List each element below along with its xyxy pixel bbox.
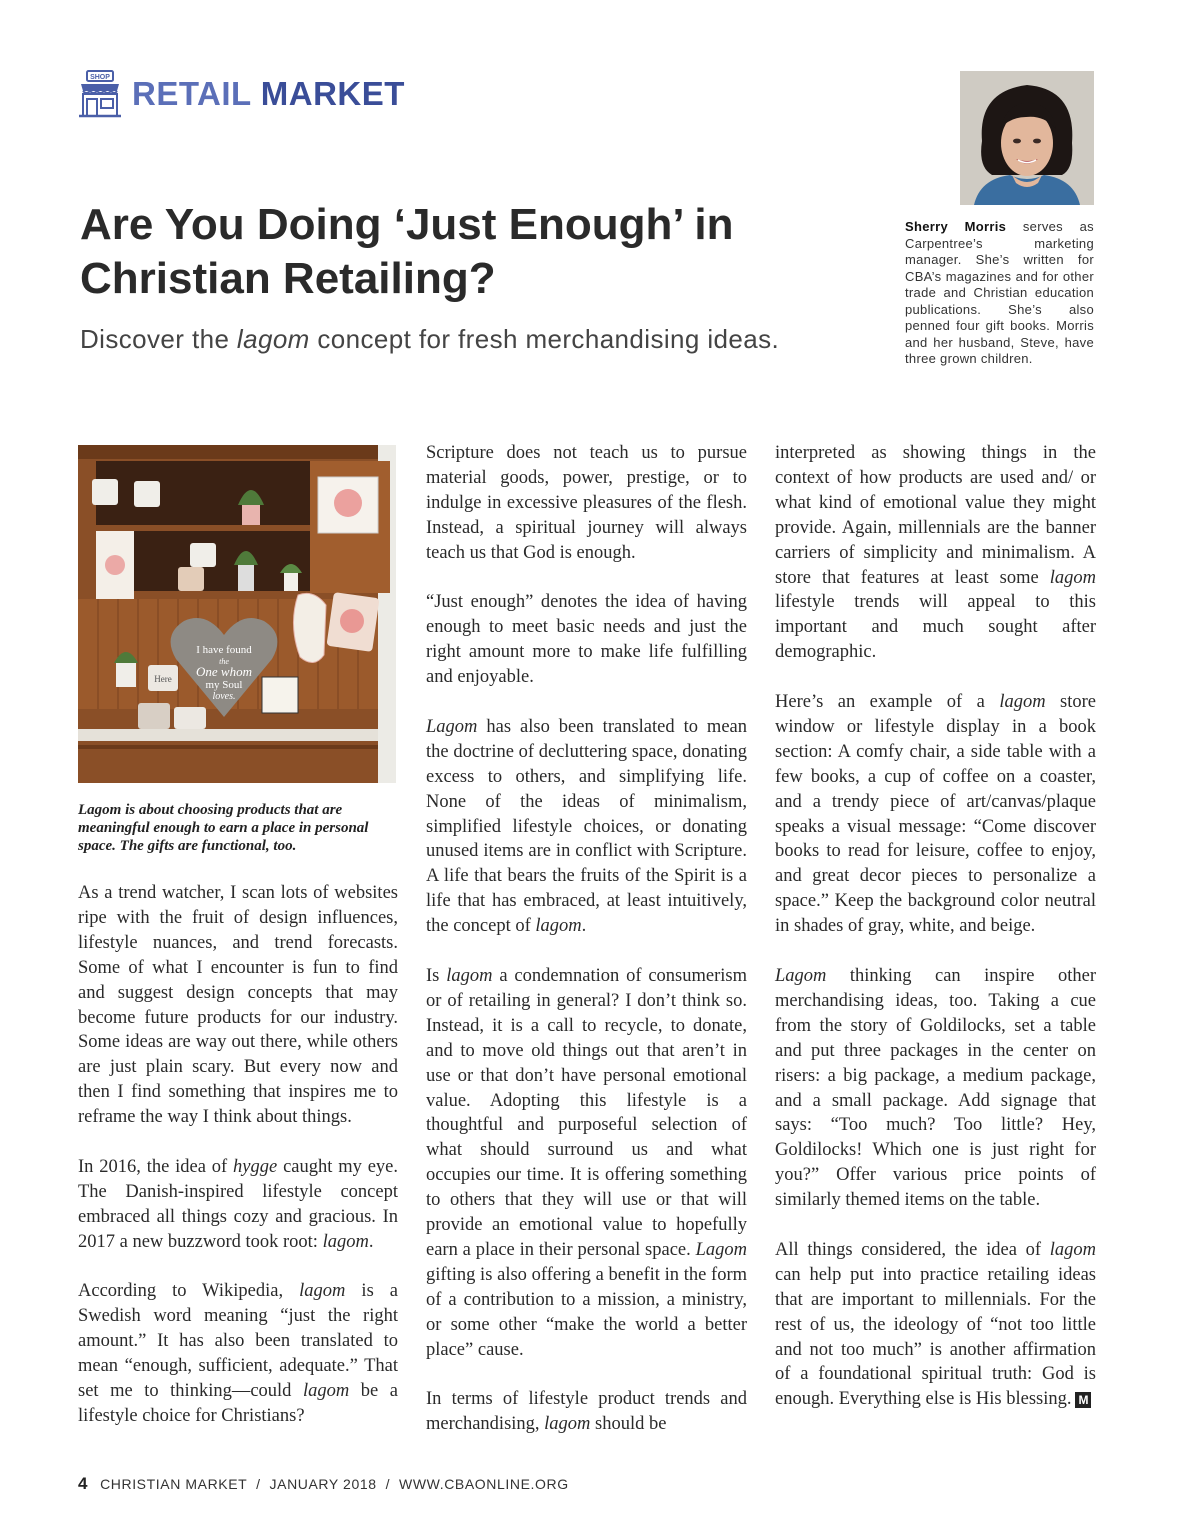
page-footer bbox=[78, 1474, 569, 1494]
article-subtitle: Discover the lagom concept for fresh merchandising ideas. bbox=[80, 324, 780, 354]
paragraph: “Just enough” denotes the idea of having enough to meet basic needs and just the right amount more to make life fulfilling and enjoyable. bbox=[426, 592, 747, 688]
body-column-1 bbox=[78, 881, 398, 1429]
author-bio bbox=[905, 219, 1094, 368]
paragraph: Scripture does not teach us to pursue material goods, power, prestige, or to indulge in excessive pleasures of the flesh. Instead, a spiritual journey will always teach us that God is enough. bbox=[426, 443, 747, 563]
svg-text:loves.: loves. bbox=[212, 691, 236, 702]
paragraph: Lagom has also been translated to mean the doctrine of decluttering space, donating excess to others, and simplifying life. None of the ideas of minimalism, simplified lifestyle choices, or donating unused items are in conflict with Scripture. A life that bears the fruits of the Spirit is a life that has embraced, at least intuitively, the concept of lagom. bbox=[426, 716, 747, 937]
paragraph: Here’s an example of a lagom store window or lifestyle display in a book section: A comfy chair, a side table with a few books, a cup of coffee on a coaster, and a trendy piece of art/canvas/plaque speaks a visual message: “Come discover books to read for leisure, coffee to enjoy, and great decor pieces to personalize a space.” Keep the background color neutral in shades of gray, white, and beige. bbox=[775, 692, 1096, 937]
paragraph: According to Wikipedia, lagom is a Swedish word meaning “just the right amount.” It has also been translated to mean “enough, sufficient, adequate.” That set me to thinking—could lagom be a lifestyle choice for Christians? bbox=[78, 1281, 399, 1426]
paragraph: All things considered, the idea of lagom can help put into practice retailing ideas that are important to millennials. For the rest of us, the ideology of “not too little and not too much” is another affirmation of a foundational spiritual truth: God is enough. Everything else is His blessing. M bbox=[775, 1239, 1096, 1410]
svg-text:the: the bbox=[219, 657, 229, 666]
paragraph: Lagom thinking can inspire other merchandising ideas, too. Taking a cue from the story of Goldilocks, set a table and put three packages in the center on risers: a big package, a medium package, and a small package. Add signage that says: “Too much? Too little? Hey, Goldilocks! Which one is just right for you?” Offer various price points of similarly themed items on the table. bbox=[775, 966, 1096, 1211]
paragraph: In 2016, the idea of hygge caught my eye. The Danish-inspired lifestyle concept embraced all things cozy and gracious. In 2017 a new buzzword took root: lagom. bbox=[78, 1156, 398, 1252]
svg-text:I have found: I have found bbox=[196, 644, 252, 656]
section-label: RETAIL MARKET bbox=[132, 75, 405, 112]
shop-storefront-icon bbox=[78, 70, 122, 118]
article-title: Are You Doing ‘Just Enough’ in Christian Retailing? bbox=[80, 200, 734, 303]
paragraph: Is lagom a condemnation of consumerism or of retailing in general? I don’t think so. Instead, it is a call to recycle, to donate, and to move old things out that aren’t in use or that don’t have personal emotional value. Adopting this lifestyle is a thoughtful and purposeful selection of what should surround us and what occupies our time. It is offering something to others that they will use or that will provide an emotional value to hopefully earn a place in their personal space. Lagom gifting is also offering a benefit in the form of a contribution to a mission, a ministry, or some other “make the world a better place” cause. bbox=[426, 965, 747, 1360]
footer-publication-info: CHRISTIAN MARKET / JANUARY 2018 / WWW.CBAONLINE.ORG bbox=[100, 1476, 569, 1492]
body-column-2 bbox=[426, 441, 747, 1437]
page-number: 4 bbox=[78, 1474, 89, 1493]
section-header bbox=[78, 70, 405, 118]
author-name: Sherry Morris bbox=[905, 219, 1007, 234]
svg-text:my Soul: my Soul bbox=[205, 679, 243, 691]
paragraph: As a trend watcher, I scan lots of websites ripe with the fruit of design influences, lifestyle nuances, and trend forecasts. Some of what I encounter is fun to find and suggest design concepts that may become future products for our industry. Some ideas are way out there, while others are just plain scary. But every now and then I find something that inspires me to reframe the way I think about things. bbox=[78, 883, 398, 1128]
svg-text:SHOP: SHOP bbox=[90, 74, 110, 81]
hutch-display-photo bbox=[78, 445, 396, 783]
paragraph: In terms of lifestyle product trends and merchandising, lagom should be bbox=[426, 1389, 747, 1435]
author-bio-text: serves as Carpentree’s marketing manager. She’s written for CBA’s magazines and for other trade and Christian education publications. She’s also penned four gift books. Morris and her husband, Steve, have three grown children. bbox=[905, 219, 1094, 366]
body-column-3 bbox=[775, 441, 1096, 1412]
paragraph: interpreted as showing things in the context of how products are used and/ or what kind of emotional value they might provide. Again, millennials are the banner carriers of simplicity and minimalism. A store that features at least some lagom lifestyle trends will appeal to this important and much sought after demographic. bbox=[775, 443, 1096, 663]
author-photo bbox=[960, 71, 1094, 205]
svg-text:Here: Here bbox=[154, 674, 172, 684]
end-of-article-icon: M bbox=[1075, 1392, 1091, 1408]
svg-text:One whom: One whom bbox=[196, 664, 252, 679]
photo-caption: Lagom is about choosing products that are meaningful enough to earn a place in personal space. The gifts are functional, too. bbox=[78, 802, 369, 854]
